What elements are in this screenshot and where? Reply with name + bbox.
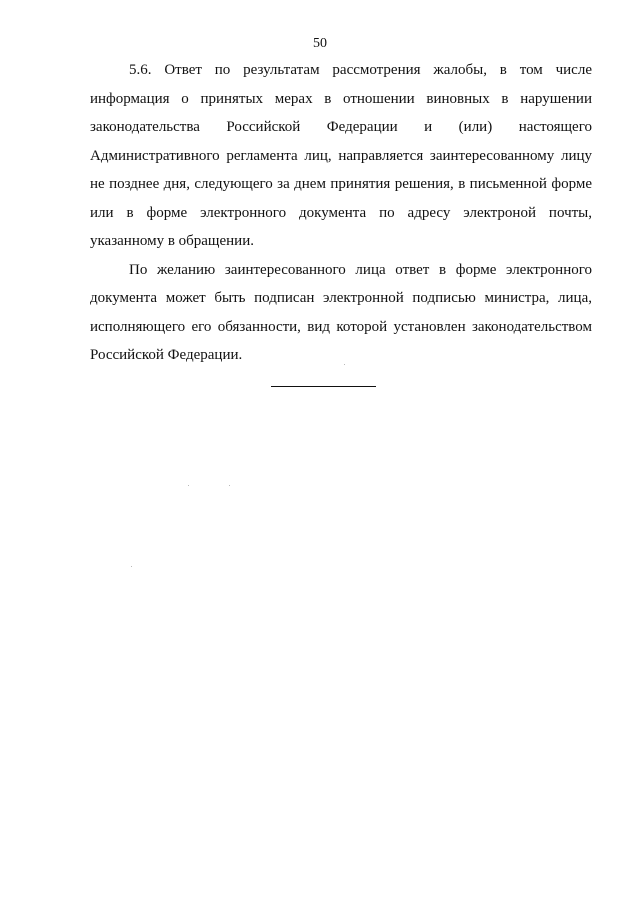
end-of-text-rule [271,386,376,387]
scan-speck [229,485,230,486]
scan-speck [344,364,345,365]
page-number: 50 [313,36,327,51]
paragraph-electronic-signature: По желанию заинтересованного лица ответ в форме электронного документа может быть подписан электронной подписью министра, лица, исполняющего его обязанности, вид которой установлен законодательством Российской Федерации. [90,261,592,363]
scan-speck [188,485,189,486]
scan-speck [131,566,132,567]
paragraph-complaint-response: 5.6. Ответ по результатам рассмотрения жалобы, в том числе информация о принятых мерах в отношении виновных в нарушении законодательства Российской Федерации и (или) настоящего Административного регламента лиц, направляется заинтересованному лицу не позднее дня, следующего за днем принятия решения, в письменной форме или в форме электронного документа по адресу электроной почты, указанному в обращении. [90,62,592,249]
document-body [90,56,592,370]
